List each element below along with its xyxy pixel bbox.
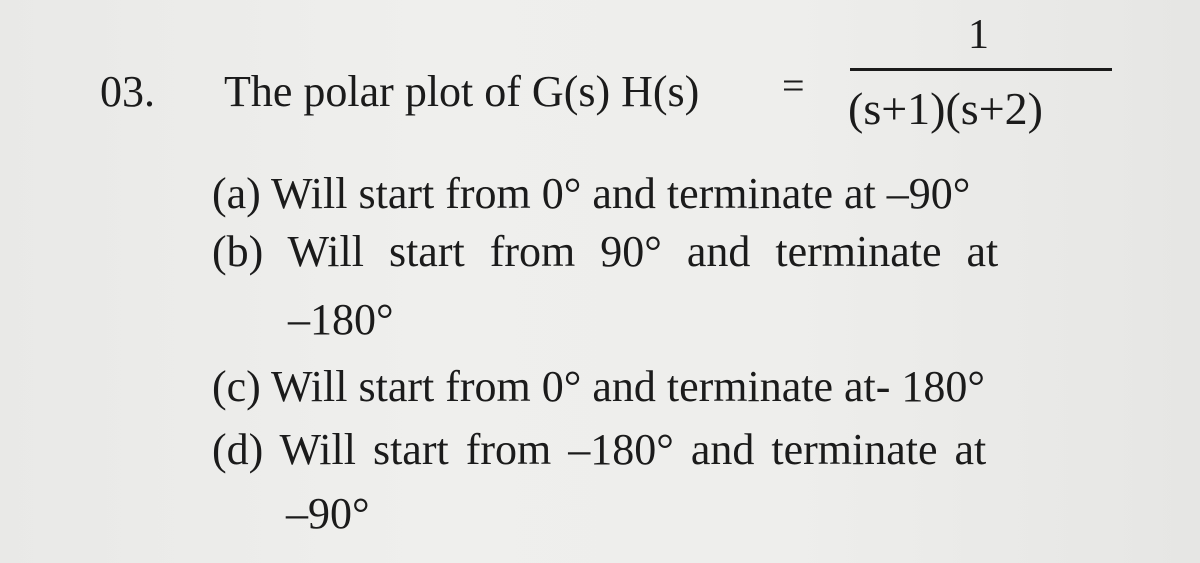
option-b-continuation: –180° xyxy=(288,295,394,344)
question-number: 03. xyxy=(100,67,155,116)
question-text: The polar plot of G(s) H(s) xyxy=(224,67,700,116)
option-d-continuation: –90° xyxy=(286,489,370,538)
option-c: (c) Will start from 0° and terminate at- 180° xyxy=(212,362,986,411)
fraction-bar xyxy=(850,68,1112,71)
fraction-denominator: (s+1)(s+2) xyxy=(848,83,1043,134)
option-b: (b) Will start from 90° and terminate at xyxy=(212,227,999,276)
option-a: (a) Will start from 0° and terminate at –90° xyxy=(212,169,971,218)
equals-sign: = xyxy=(782,63,805,108)
fraction-numerator: 1 xyxy=(968,12,989,58)
option-d: (d) Will start from –180° and terminate at xyxy=(212,425,987,474)
